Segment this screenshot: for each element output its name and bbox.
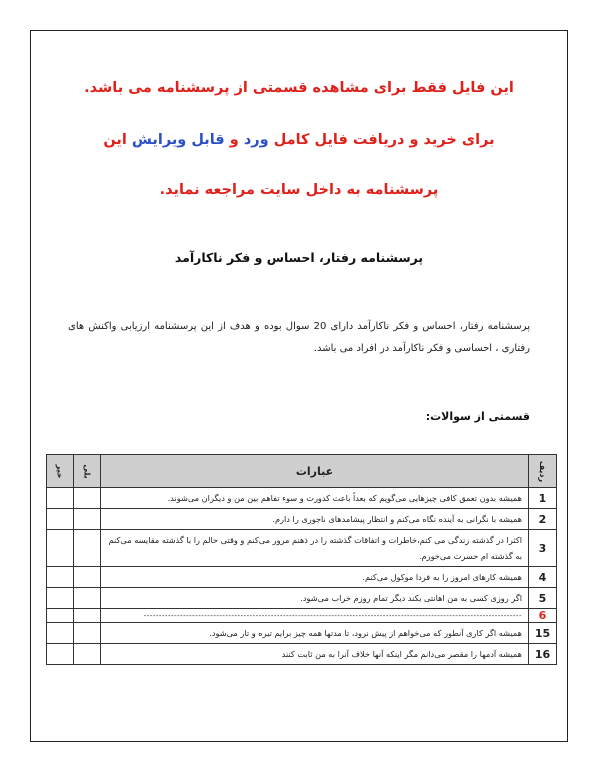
answer-yes-cell[interactable] [74,609,101,623]
row-number: 15 [529,623,557,644]
row-number: 3 [529,530,557,567]
row-statement: ----------------------------------------------------------------------------------------------------------------------------- [101,609,529,623]
notice-text-2a: برای خرید و دریافت فایل کامل [273,132,495,148]
table-row [47,488,557,509]
answer-yes-cell[interactable] [74,644,101,665]
row-statement: همیشه آدمها را مقصر می‌دانم مگر اینکه آنها خلاف آنرا به من ثابت کنند [101,644,529,665]
row-statement: اکثرا در گذشته زندگی می کنم،خاطرات و اتفاقات گذشته را در ذهنم مرور می‌کنم و وقتی حالم را با گذشته مقایسه می‌کنم به گذشته ام حسرت می‌خورم. [101,530,529,567]
table-row [47,588,557,609]
table-row [47,644,557,665]
answer-yes-cell[interactable] [74,488,101,509]
notice-line-1 [40,80,558,96]
row-number: 1 [529,488,557,509]
header-statement: عبارات [101,455,529,488]
header-no: خیر [47,455,74,488]
answer-yes-cell[interactable] [74,588,101,609]
questions-table [46,454,557,665]
table-row [47,623,557,644]
answer-no-cell[interactable] [47,530,74,567]
table-header-row [47,455,557,488]
notice-text-2e: این [103,132,127,148]
notice-text-3: پرسشنامه به داخل سایت مراجعه نماید. [159,182,439,198]
answer-yes-cell[interactable] [74,623,101,644]
header-row-no: ردیف [529,455,557,488]
section-heading: قسمتی از سوالات: [425,410,530,423]
answer-no-cell[interactable] [47,623,74,644]
row-statement: همیشه اگر کاری آنطور که می‌خواهم از پیش نرود، تا مدتها همه چیز برایم تیره و تار می‌شود. [101,623,529,644]
table-row [47,567,557,588]
notice-text-1: این فایل فقط برای مشاهده قسمتی از پرسشنامه می باشد. [84,80,514,96]
answer-yes-cell[interactable] [74,530,101,567]
table-row [47,509,557,530]
table-row [47,609,557,623]
row-statement: همیشه با نگرانی به آینده نگاه می‌کنم و انتظار پیشامدهای ناجوری را دارم. [101,509,529,530]
header-yes: بلی [74,455,101,488]
answer-no-cell[interactable] [47,588,74,609]
row-statement: اگر روزی کسی به من اهانتی بکند دیگر تمام روزم خراب می‌شود. [101,588,529,609]
row-number: 4 [529,567,557,588]
table-row [47,530,557,567]
row-number: 16 [529,644,557,665]
row-number: 5 [529,588,557,609]
answer-no-cell[interactable] [47,567,74,588]
intro-paragraph: پرسشنامه رفتار، احساس و فکر ناکارآمد دارای 20 سوال بوده و هدف از این پرسشنامه ارزیابی واکنش های رفتاری ، احساسی و فکر ناکارآمد در افراد می باشد. [68,321,530,354]
row-statement: همیشه کارهای امروز را به فردا موکول می‌کنم. [101,567,529,588]
document-title: پرسشنامه رفتار، احساس و فکر ناکارآمد [174,250,424,265]
answer-no-cell[interactable] [47,644,74,665]
notice-line-2 [40,132,558,148]
row-statement: همیشه بدون تعمق کافی چیزهایی می‌گویم که بعداً باعث کدورت و سوء تفاهم بین من و دیگران می‌شوند. [101,488,529,509]
notice-text-2b: ورد [243,132,269,148]
answer-no-cell[interactable] [47,609,74,623]
answer-no-cell[interactable] [47,488,74,509]
notice-text-2d: قابل ویرایش [131,132,225,148]
answer-no-cell[interactable] [47,509,74,530]
row-number: 6 [529,609,557,623]
answer-yes-cell[interactable] [74,509,101,530]
notice-text-2c: و [229,132,239,148]
answer-yes-cell[interactable] [74,567,101,588]
row-number: 2 [529,509,557,530]
notice-line-3 [40,182,558,198]
